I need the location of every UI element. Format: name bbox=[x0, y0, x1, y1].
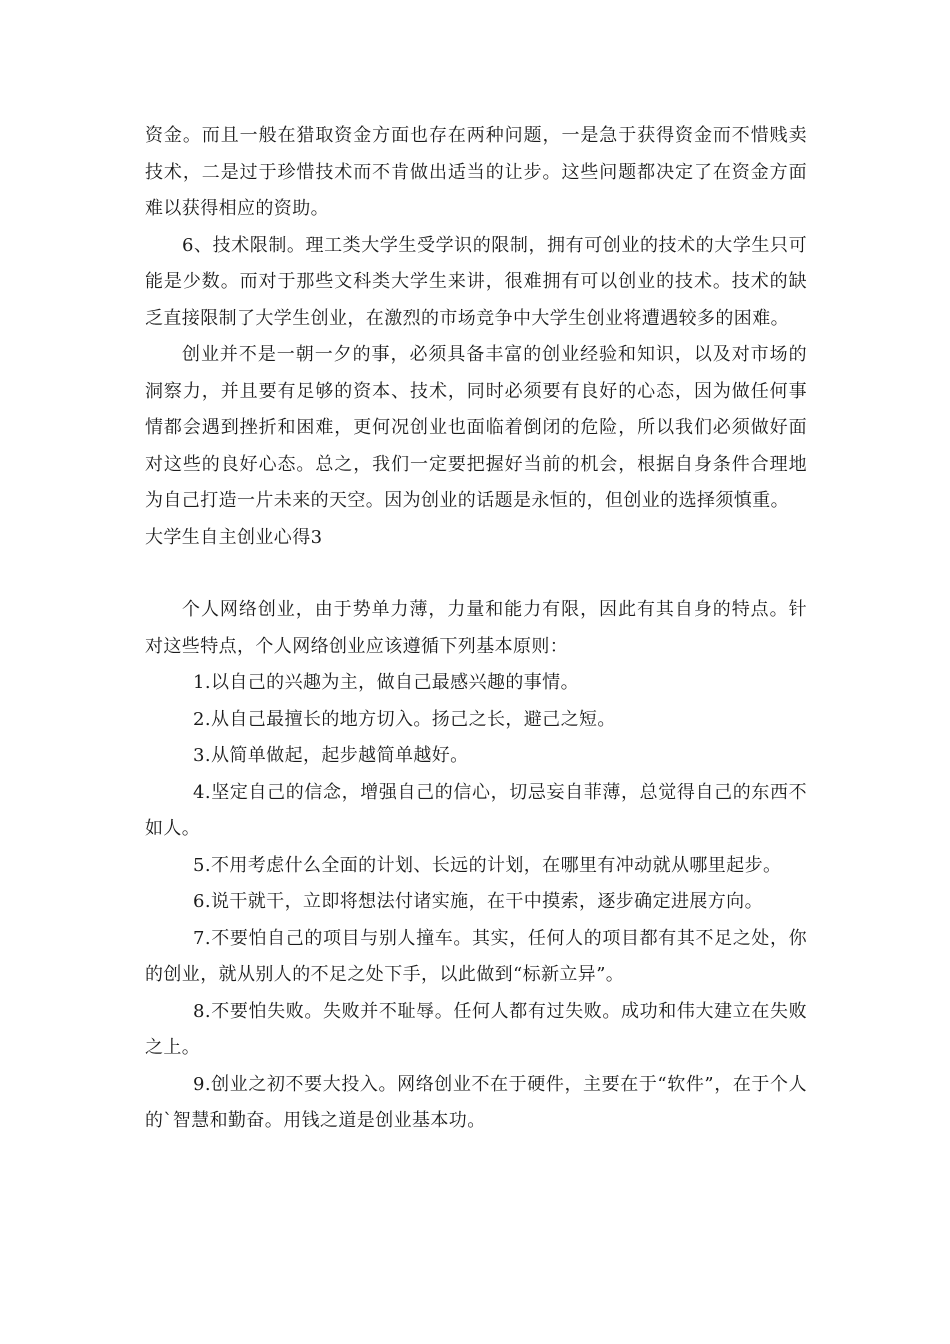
section-heading: 大学生自主创业心得3 bbox=[145, 526, 323, 548]
paragraph-conclusion: 创业并不是一朝一夕的事，必须具备丰富的创业经验和知识，以及对市场的洞察力，并且要有足够的资本、技术，同时必须要有良好的心态，因为做任何事情都会遇到挫折和困难，更何况创业也面临着倒闭的危险，所以我们必须做好面对这些的良好心态。总之，我们一定要把握好当前的机会，根据自身条件合理地为自己打造一片未来的天空。因为创业的话题是永恒的，但创业的选择须慎重。 bbox=[145, 344, 807, 511]
paragraph-intro: 个人网络创业，由于势单力薄，力量和能力有限，因此有其自身的特点。针对这些特点，个人网络创业应该遵循下列基本原则： bbox=[145, 599, 807, 657]
list-item: 9.创业之初不要大投入。网络创业不在于硬件，主要在于“软件”，在于个人的`智慧和勤奋。用钱之道是创业基本功。 bbox=[145, 1073, 807, 1131]
list-item: 2.从自己最擅长的地方切入。扬己之长，避己之短。 bbox=[193, 708, 616, 730]
paragraph-funding: 资金。而且一般在猎取资金方面也存在两种问题，一是急于获得资金而不惜贱卖技术，二是过于珍惜技术而不肯做出适当的让步。这些问题都决定了在资金方面难以获得相应的资助。 bbox=[145, 125, 807, 219]
paragraph-tech-limit: 6、技术限制。理工类大学生受学识的限制，拥有可创业的技术的大学生只可能是少数。而对于那些文科类大学生来讲，很难拥有可以创业的技术。技术的缺乏直接限制了大学生创业，在激烈的市场竞争中大学生创业将遭遇较多的困难。 bbox=[145, 234, 807, 329]
list-item: 5.不用考虑什么全面的计划、长远的计划，在哪里有冲动就从哪里起步。 bbox=[193, 854, 782, 876]
list-item: 1.以自己的兴趣为主，做自己最感兴趣的事情。 bbox=[193, 672, 579, 693]
list-item: 8.不要怕失败。失败并不耻辱。任何人都有过失败。成功和伟大建立在失败之上。 bbox=[145, 1000, 807, 1058]
list-item: 4.坚定自己的信念，增强自己的信心，切忌妄自菲薄，总觉得自己的东西不如人。 bbox=[145, 781, 807, 839]
list-item: 6.说干就干，立即将想法付诸实施，在干中摸索，逐步确定进展方向。 bbox=[193, 891, 763, 912]
list-item: 3.从简单做起，起步越简单越好。 bbox=[193, 745, 469, 766]
document-page bbox=[145, 118, 807, 1140]
list-item: 7.不要怕自己的项目与别人撞车。其实，任何人的项目都有其不足之处，你的创业，就从别人的不足之处下手，以此做到“标新立异”。 bbox=[145, 927, 807, 985]
